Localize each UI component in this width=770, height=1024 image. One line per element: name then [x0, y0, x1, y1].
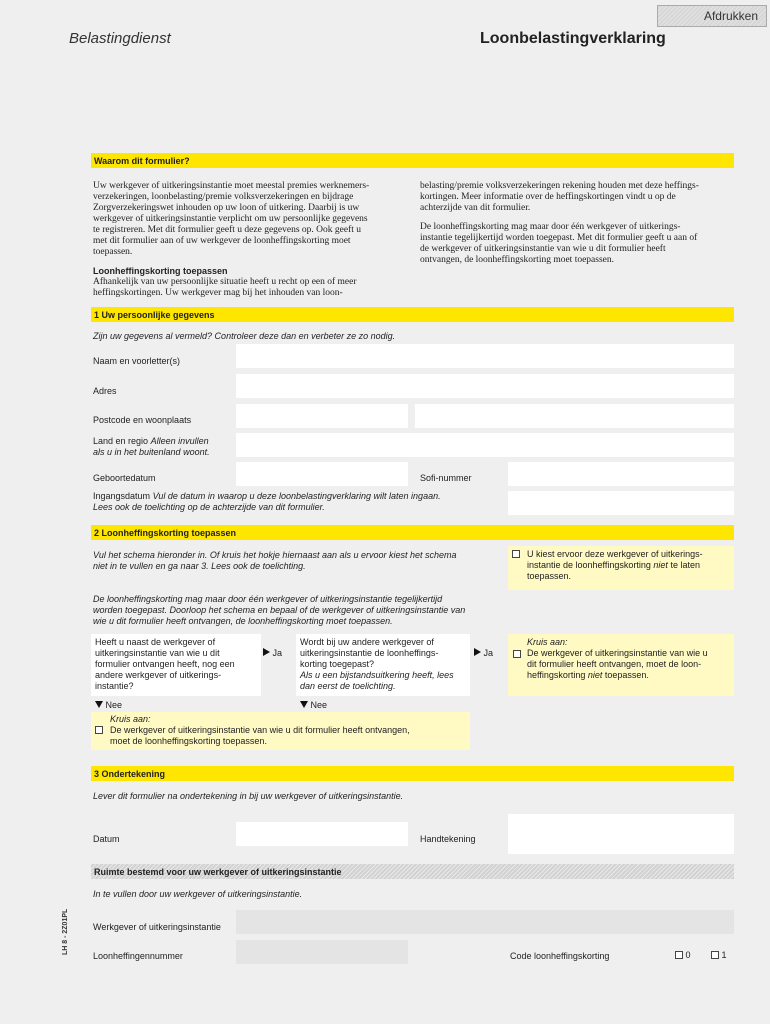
document-title: Loonbelastingverklaring	[480, 30, 666, 47]
payroll-number-field[interactable]	[236, 940, 408, 964]
sofi-field[interactable]	[508, 462, 734, 486]
form-code: LH 8 - 2Z01PL	[62, 908, 69, 955]
employer-label: Werkgever of uitkeringsinstantie	[93, 922, 221, 932]
q1-yes-arrow: Ja	[263, 648, 282, 659]
country-label: Land en regio Alleen invullen als u in het buitenland woont.	[93, 436, 210, 457]
employer-note: In te vullen door uw werkgever of uitkeringsinstantie.	[93, 889, 303, 899]
section1-note: Zijn uw gegevens al vermeld? Controleer deze dan en verbeter ze zo nodig.	[93, 331, 396, 341]
name-field[interactable]	[236, 344, 734, 368]
postcode-field[interactable]	[236, 404, 408, 428]
code-label: Code loonheffingskorting	[510, 951, 610, 961]
code-option-1: 1	[711, 950, 727, 961]
print-button[interactable]: Afdrukken	[657, 5, 767, 27]
start-date-label: Ingangsdatum Vul de datum in waarop u deze loonbelastingverklaring wilt laten ingaan. Lees ook de toelichting op de achterzijde van dit formulier.	[93, 491, 441, 512]
postcode-label: Postcode en woonplaats	[93, 415, 192, 425]
section1-heading: 1 Uw persoonlijke gegevens	[91, 307, 734, 322]
start-date-field[interactable]	[508, 491, 734, 515]
opt-out-box: U kiest ervoor deze werkgever of uitkerings- instantie de loonheffingskorting niet te laten toepassen.	[508, 546, 734, 590]
result-yes-box: Kruis aan: De werkgever of uitkeringsinstantie van wie u dit formulier heeft ontvangen, moet de loon- heffingskorting niet toepassen.	[508, 634, 734, 696]
section3-note: Lever dit formulier na ondertekening in bij uw werkgever of uitkeringsinstantie.	[93, 791, 404, 801]
payroll-number-label: Loonheffingennummer	[93, 951, 183, 961]
result-yes-checkbox[interactable]	[513, 650, 521, 658]
section3-heading: 3 Ondertekening	[91, 766, 734, 781]
intro-sub-text: Afhankelijk van uw persoonlijke situatie heeft u recht op een of meer heffingskortingen. Uw werkgever mag bij het inhouden van loon-	[93, 277, 357, 298]
section2-instructions: Vul het schema hieronder in. Of kruis het hokje hiernaast aan als u ervoor kiest het schema niet in te vullen en ga naar 3. Lees ook de toelichting.	[93, 550, 457, 571]
intro-right-text-1: belasting/premie volksverzekeringen rekening houden met deze heffings- kortingen. Meer informatie over de heffingskortingen vindt u op de achterzijde van dit formulier.	[420, 181, 699, 213]
employer-heading: Ruimte bestemd voor uw werkgever of uitkeringsinstantie	[91, 864, 734, 879]
code-0-checkbox[interactable]	[675, 951, 683, 959]
result-no-checkbox[interactable]	[95, 726, 103, 734]
arrow-right-icon	[263, 648, 270, 656]
result-no-box: Kruis aan: De werkgever of uitkeringsinstantie van wie u dit formulier heeft ontvangen, moet de loonheffingskorting toepassen.	[91, 712, 470, 750]
arrow-right-icon	[474, 648, 481, 656]
employer-field[interactable]	[236, 910, 734, 934]
question2-box: Wordt bij uw andere werkgever of uitkeringsinstantie de loonheffings- korting toegepast? Als u een bijstandsuitkering heeft, lees dan eerst de toelichting.	[296, 634, 470, 696]
question1-box: Heeft u naast de werkgever of uitkeringsinstantie van wie u dit formulier ontvangen heeft, nog een andere werkgever of uitkerings- instantie?	[91, 634, 261, 696]
intro-heading: Waarom dit formulier?	[91, 153, 734, 168]
intro-right-text-2: De loonheffingskorting mag maar door één werkgever of uitkerings- instantie tegelijkertijd worden toegepast. Met dit formulier geeft u aan of de werkgever of uitkeringsinstantie van wie u dit formulier heeft ontvangen, de loonheffingskorting moet toepassen.	[420, 222, 698, 265]
q2-yes-arrow: Ja	[474, 648, 493, 659]
address-label: Adres	[93, 386, 117, 396]
signature-label: Handtekening	[420, 834, 476, 844]
q2-no-arrow: Nee	[300, 700, 327, 711]
signature-field[interactable]	[508, 814, 734, 854]
section2-rule-text: De loonheffingskorting mag maar door één werkgever of uitkeringsinstantie tegelijkertijd worden toegepast. Doorloop het schema en bepaal of de werkgever of uitkeringsinstantie van wie u dit formulier heeft ontvangen, de loonheffingskorting moet toepassen.	[93, 594, 466, 626]
intro-left-text: Uw werkgever of uitkeringsinstantie moet meestal premies werknemers- verzekeringen, loonbelasting/premie volksverzekeringen en bijdrage Zorgverzekeringswet inhouden op uw loon of uitkering. Daarbij is uw werkgever of uitkeringsinstantie verplicht om uw persoonlijke gegevens te registreren. Met dit formulier geeft u deze gegevens op. Ook geeft u met dit formulier aan of uw werkgever de loonheffingskorting moet toepassen.	[93, 181, 370, 257]
section2-heading: 2 Loonheffingskorting toepassen	[91, 525, 734, 540]
date-label: Datum	[93, 834, 120, 844]
country-field[interactable]	[236, 433, 734, 457]
birthdate-field[interactable]	[236, 462, 408, 486]
date-field[interactable]	[236, 822, 408, 846]
code-1-checkbox[interactable]	[711, 951, 719, 959]
arrow-down-icon	[300, 701, 308, 708]
opt-out-checkbox[interactable]	[512, 550, 520, 558]
q1-no-arrow: Nee	[95, 700, 122, 711]
agency-name: Belastingdienst	[69, 30, 171, 47]
arrow-down-icon	[95, 701, 103, 708]
name-label: Naam en voorletter(s)	[93, 356, 181, 366]
city-field[interactable]	[415, 404, 734, 428]
code-option-0: 0	[675, 950, 691, 961]
address-field[interactable]	[236, 374, 734, 398]
birthdate-label: Geboortedatum	[93, 473, 156, 483]
sofi-label: Sofi-nummer	[420, 473, 472, 483]
intro-subheading: Loonheffingskorting toepassen	[93, 266, 228, 276]
